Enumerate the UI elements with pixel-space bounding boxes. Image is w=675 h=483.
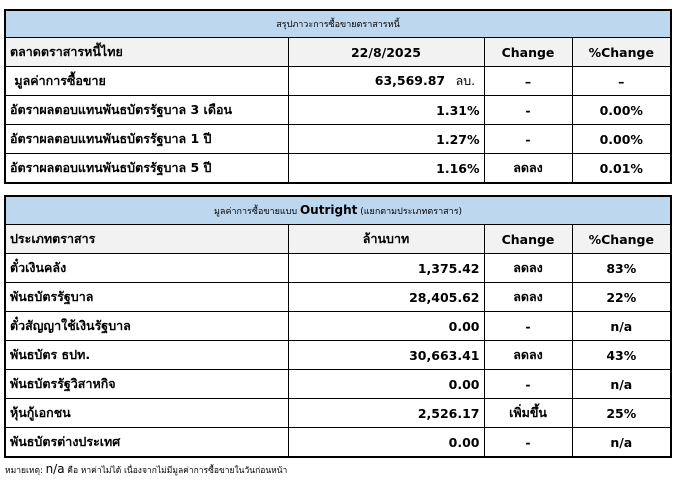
row-label: อัตราผลตอบแทนพันธบัตรรัฐบาล 3 เดือน: [5, 96, 288, 125]
pct-change-header: %Change: [572, 38, 671, 67]
pct-change-cell: –: [572, 67, 671, 96]
change-header: Change: [484, 225, 572, 254]
pct-change-cell: n/a: [572, 312, 671, 341]
value-cell: 1,375.42: [288, 254, 484, 283]
pct-change-cell: 0.01%: [572, 154, 671, 184]
pct-change-header: %Change: [572, 225, 671, 254]
pct-change-cell: 43%: [572, 341, 671, 370]
change-cell: -: [484, 370, 572, 399]
outright-header-row: [5, 225, 671, 254]
value-cell: 1.16%: [288, 154, 484, 184]
value-header: ล้านบาท: [288, 225, 484, 254]
footnote-prefix: หมายเหตุ:: [5, 466, 43, 476]
pct-change-cell: 25%: [572, 399, 671, 428]
change-header: Change: [484, 38, 572, 67]
change-cell: เพิ่มขึ้น: [484, 399, 572, 428]
footnote: [5, 462, 287, 477]
value-cell: 0.00: [288, 428, 484, 458]
change-cell: -: [484, 312, 572, 341]
change-cell: –: [484, 67, 572, 96]
value-cell: 0.00: [288, 370, 484, 399]
type-cell: พันธบัตรรัฐวิสาหกิจ: [5, 370, 288, 399]
table-row: [5, 283, 671, 312]
change-cell: -: [484, 96, 572, 125]
pct-change-cell: 0.00%: [572, 96, 671, 125]
market-summary-title: สรุปภาวะการซื้อขายตราสารหนี้: [5, 10, 671, 38]
table-row: [5, 125, 671, 154]
value-cell: 2,526.17: [288, 399, 484, 428]
footnote-na: n/a: [45, 462, 65, 476]
market-summary-table: [4, 9, 672, 184]
type-cell: พันธบัตรต่างประเทศ: [5, 428, 288, 458]
table-row: [5, 312, 671, 341]
value-cell: 1.31%: [288, 96, 484, 125]
outright-title-main: Outright: [299, 203, 358, 217]
row-label: อัตราผลตอบแทนพันธบัตรรัฐบาล 1 ปี: [5, 125, 288, 154]
report-date: 22/8/2025: [288, 38, 484, 67]
table-row: [5, 341, 671, 370]
type-cell: ตั๋วสัญญาใช้เงินรัฐบาล: [5, 312, 288, 341]
footnote-text: คือ หาค่าไม่ได้ เนื่องจากไม่มีมูลค่าการซื้อขายในวันก่อนหน้า: [67, 466, 288, 476]
change-cell: -: [484, 125, 572, 154]
pct-change-cell: n/a: [572, 428, 671, 458]
table-row: [5, 428, 671, 458]
pct-change-cell: n/a: [572, 370, 671, 399]
table-row: [5, 96, 671, 125]
value-cell: 30,663.41: [288, 341, 484, 370]
value-cell: 1.27%: [288, 125, 484, 154]
outright-table: [4, 195, 672, 458]
type-cell: พันธบัตรรัฐบาล: [5, 283, 288, 312]
type-cell: ตั๋วเงินคลัง: [5, 254, 288, 283]
market-label-header: ตลาดตราสารหนี้ไทย: [5, 38, 288, 67]
row-label: อัตราผลตอบแทนพันธบัตรรัฐบาล 5 ปี: [5, 154, 288, 184]
change-cell: ลดลง: [484, 341, 572, 370]
table-row: [5, 67, 671, 96]
pct-change-cell: 22%: [572, 283, 671, 312]
type-header: ประเภทตราสาร: [5, 225, 288, 254]
type-cell: พันธบัตร ธปท.: [5, 341, 288, 370]
outright-title: มูลค่าการซื้อขายแบบ Outright (แยกตามประเภทตราสาร): [5, 196, 671, 225]
market-summary-header-row: [5, 38, 671, 67]
trading-value-cell: 63,569.87 ลบ.: [288, 67, 484, 96]
change-cell: ลดลง: [484, 154, 572, 184]
pct-change-cell: 83%: [572, 254, 671, 283]
table-row: [5, 154, 671, 184]
row-label: มูลค่าการซื้อขาย: [5, 67, 288, 96]
change-cell: ลดลง: [484, 254, 572, 283]
table-row: [5, 399, 671, 428]
table-row: [5, 254, 671, 283]
table-row: [5, 370, 671, 399]
value-cell: 28,405.62: [288, 283, 484, 312]
pct-change-cell: 0.00%: [572, 125, 671, 154]
unit-label: ลบ.: [455, 73, 476, 88]
value-cell: 0.00: [288, 312, 484, 341]
change-cell: ลดลง: [484, 283, 572, 312]
type-cell: หุ้นกู้เอกชน: [5, 399, 288, 428]
change-cell: -: [484, 428, 572, 458]
